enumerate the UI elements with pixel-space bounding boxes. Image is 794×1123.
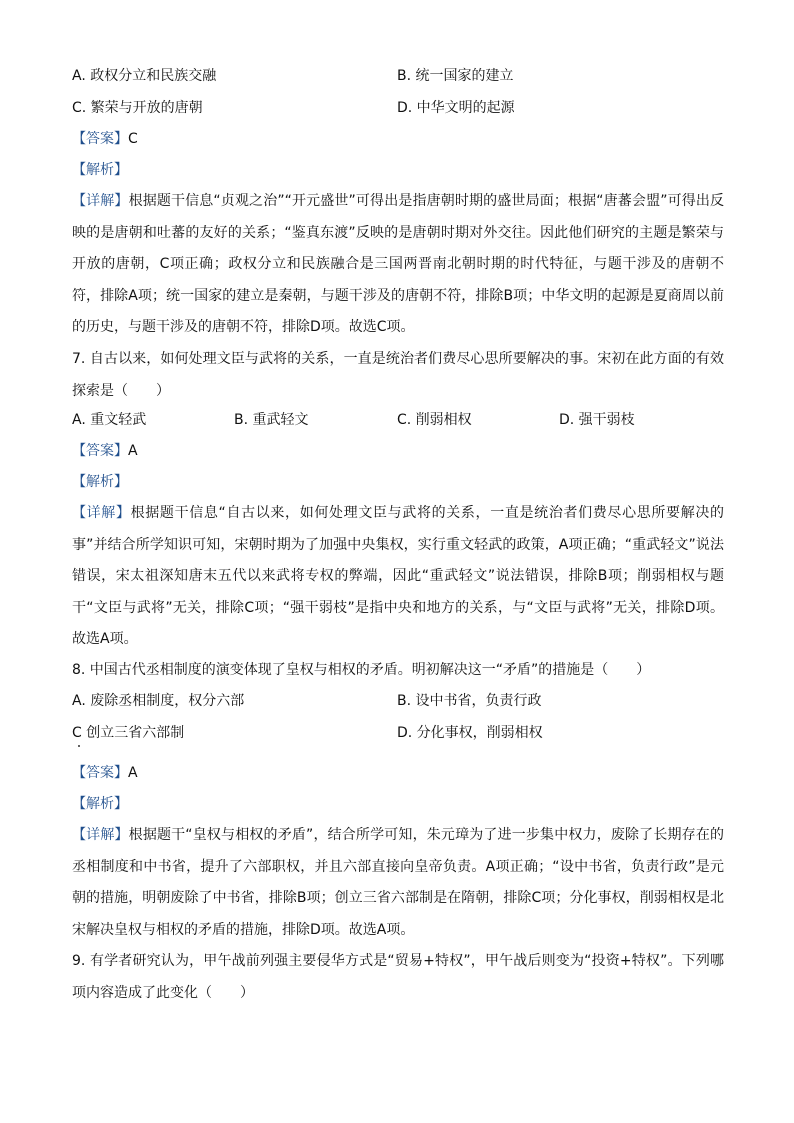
q7-stem: 7. 自古以来，如何处理文臣与武将的关系，一直是统治者们费尽心思所要解决的事。宋初在此方面的有效探索是（ ） — [72, 351, 724, 399]
q8-option-c: C 创立三省六部制 — [72, 725, 185, 741]
q7-answer-line — [72, 443, 138, 459]
q8-option-a: A. 废除丞相制度，权分六部 — [72, 693, 245, 709]
q7-answer-value: A — [128, 443, 138, 459]
q6-detail-text: 根据题干信息“贞观之治”“开元盛世”可得出是指唐朝时期的盛世局面；根据“唐蕃会盟”可得出反映的是唐朝和吐蕃的友好的关系；“鉴真东渡”反映的是唐朝时期对外交往。因此他们研究的主题是繁荣与开放的唐朝，C项正确；政权分立和民族融合是三国两晋南北朝时期的时代特征，与题干涉及的唐朝不符，排除A项；统一国家的建立是秦朝，与题干涉及的唐朝不符，排除B项；中华文明的起源是夏商周以前的历史，与题干涉及的唐朝不符，排除D项。故选C项。 — [72, 193, 725, 336]
q7-option-a: A. 重文轻武 — [72, 412, 147, 428]
q7-option-b: B. 重武轻文 — [234, 412, 309, 428]
q8-detail-text: 根据题干“皇权与相权的矛盾”，结合所学可知，朱元璋为了进一步集中权力，废除了长期存在的丞相制度和中书省，提升了六部职权，并且六部直接向皇帝负责。A项正确；“设中书省，负责行政”是元朝的措施，明朝废除了中书省，排除B项；创立三省六部制是在隋朝，排除C项；分化事权，削弱相权是北宋解决皇权与相权的矛盾的措施，排除D项。故选A项。 — [72, 827, 724, 938]
q8-answer-line — [72, 765, 138, 781]
q8-stem: 8. 中国古代丞相制度的演变体现了皇权与相权的矛盾。明初解决这一“矛盾”的措施是（ ） — [72, 662, 651, 678]
q6-answer-value: C — [128, 131, 138, 147]
answer-label: 【答案】 — [72, 131, 128, 147]
q8-analysis-label: 【解析】 — [72, 796, 128, 812]
q8-option-d: D. 分化事权，削弱相权 — [397, 725, 543, 741]
q7-option-d: D. 强干弱枝 — [559, 412, 635, 428]
q6-option-a: A. 政权分立和民族交融 — [72, 68, 217, 84]
q6-option-b: B. 统一国家的建立 — [397, 68, 514, 84]
q8-detail — [72, 820, 724, 946]
q6-detail — [72, 186, 724, 344]
q8-option-b: B. 设中书省，负责行政 — [397, 693, 542, 709]
q6-option-d: D. 中华文明的起源 — [397, 100, 515, 116]
detail-label: 【详解】 — [72, 193, 129, 209]
q6-answer-line — [72, 131, 138, 147]
stray-dot — [78, 745, 80, 747]
answer-label: 【答案】 — [72, 443, 128, 459]
q6-option-c: C. 繁荣与开放的唐朝 — [72, 100, 203, 116]
detail-label: 【详解】 — [72, 505, 131, 521]
q7-analysis-label: 【解析】 — [72, 474, 128, 490]
q9-stem: 9. 有学者研究认为，甲午战前列强主要侵华方式是“贸易+特权”，甲午战后则变为“投资+特权”。下列哪项内容造成了此变化（ ） — [72, 953, 724, 1001]
q7-detail — [72, 498, 724, 656]
q8-answer-value: A — [128, 765, 138, 781]
q6-analysis-label: 【解析】 — [72, 162, 128, 178]
answer-label: 【答案】 — [72, 765, 128, 781]
q7-option-c: C. 削弱相权 — [397, 412, 472, 428]
detail-label: 【详解】 — [72, 827, 129, 843]
q7-detail-text: 根据题干信息“自古以来，如何处理文臣与武将的关系，一直是统治者们费尽心思所要解决的事”并结合所学知识可知，宋朝时期为了加强中央集权，实行重文轻武的政策，A项正确；“重武轻文”说法错误，宋太祖深知唐末五代以来武将专权的弊端，因此“重武轻文”说法错误，排除B项；削弱相权与题干“文臣与武将”无关，排除C项；“强干弱枝”是指中央和地方的关系，与“文臣与武将”无关，排除D项。故选A项。 — [72, 505, 724, 648]
